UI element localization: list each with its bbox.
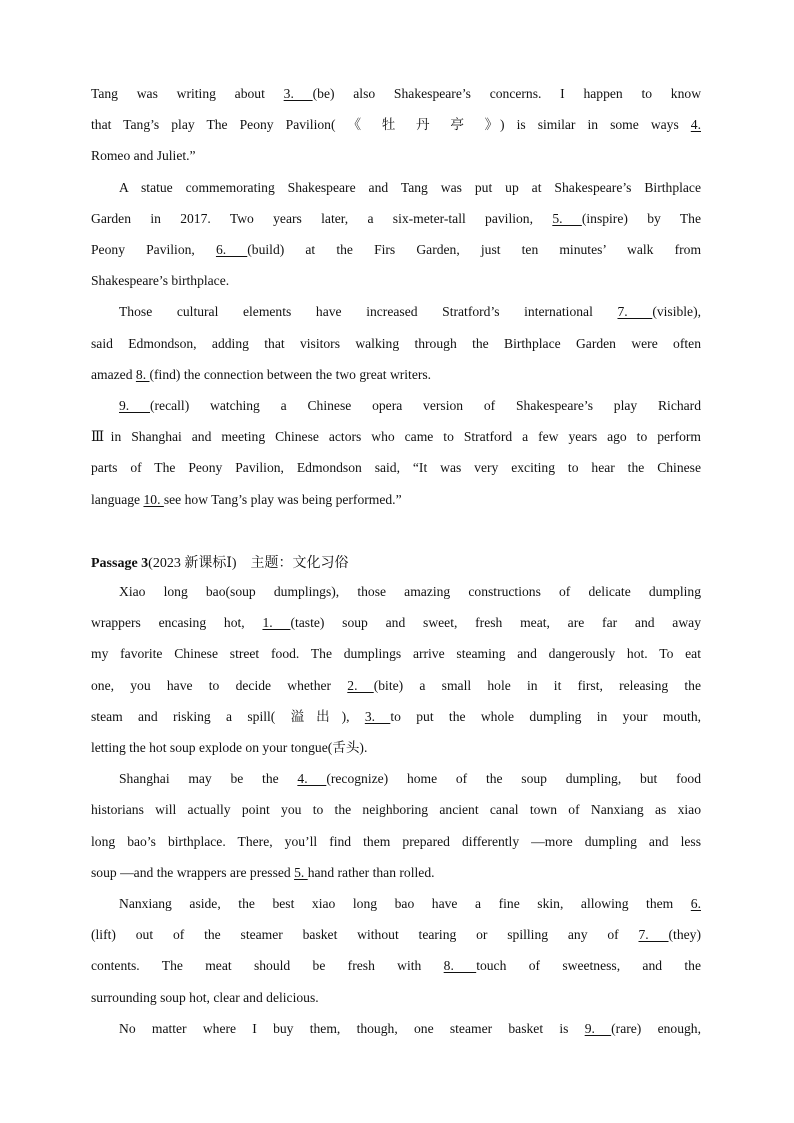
line-text-after-blank: (build) at the Firs Garden, just ten minutes’ walk from: [247, 242, 702, 257]
text-line: [91, 265, 701, 296]
line-text: steam and risking a spill( 溢出),: [91, 708, 365, 724]
line-text-after-blank: (they): [668, 927, 701, 943]
line-text-after-blank: (bite) a small hole in it first, releasing the: [373, 677, 702, 693]
line-text-after-blank: (rare) enough,: [611, 1020, 701, 1036]
line-text: wrappers encasing hot,: [91, 615, 263, 631]
text-line: [91, 203, 701, 234]
answer-blank[interactable]: 4.: [690, 117, 701, 133]
text-line: [91, 638, 701, 669]
answer-blank[interactable]: 5.: [552, 210, 582, 226]
answer-blank[interactable]: 7.: [617, 304, 653, 320]
answer-blank[interactable]: 5.: [294, 864, 308, 880]
text-line: [119, 296, 701, 327]
line-text: my favorite Chinese street food. The dumplings arrive steaming and dangerously hot. To eat: [91, 646, 701, 662]
text-line: [91, 109, 701, 140]
answer-blank[interactable]: 9.: [584, 1020, 612, 1036]
text-line: [91, 794, 701, 825]
answer-blank[interactable]: 8.: [443, 958, 477, 974]
line-text: amazed: [91, 366, 136, 382]
line-text: Those cultural elements have increased Stratford’s international: [119, 304, 618, 320]
line-text-after-blank: (visible),: [652, 304, 702, 320]
line-text: said Edmondson, adding that visitors walking through the Birthplace Garden were often: [91, 335, 701, 351]
text-line: [91, 950, 701, 981]
text-line: [91, 982, 701, 1013]
line-text-after-blank: (inspire) by The: [581, 210, 702, 226]
line-text-after-blank: (find) the connection between the two great writers.: [149, 366, 432, 382]
text-line: [119, 390, 701, 421]
text-line: [119, 576, 701, 607]
answer-blank[interactable]: 9.: [119, 398, 150, 413]
line-text: language: [91, 491, 144, 507]
text-line: [91, 701, 701, 732]
line-text: Xiao long bao(soup dumplings), those amazing constructions of delicate dumpling: [119, 584, 701, 599]
line-text: Tang was writing about: [91, 86, 284, 101]
passage-3-label: Passage 3: [91, 556, 149, 571]
answer-blank[interactable]: 6.: [215, 242, 248, 257]
line-text: parts of The Peony Pavilion, Edmondson said, “It was very exciting to hear the Chinese: [91, 460, 701, 476]
text-line: [91, 919, 701, 950]
line-text: A statue commemorating Shakespeare and Tang was put up at Shakespeare’s Birthplace: [119, 179, 701, 195]
passage-3-source: (2023 新课标Ⅰ): [148, 556, 237, 571]
text-line: [91, 359, 701, 390]
text-line: [91, 421, 701, 452]
text-line: [119, 763, 701, 794]
line-text-after-blank: (recognize) home of the soup dumpling, but food: [326, 771, 701, 787]
line-text: Shanghai may be the: [119, 771, 298, 787]
text-line: [91, 140, 701, 171]
line-text: historians will actually point you to the neighboring ancient canal town of Nanxiang as xiao: [91, 802, 701, 818]
line-text: Nanxiang aside, the best xiao long bao have a fine skin, allowing them: [119, 896, 691, 911]
line-text: soup —and the wrappers are pressed: [91, 864, 295, 880]
text-line: [91, 484, 701, 515]
text-line: [91, 857, 701, 888]
line-text: Romeo and Juliet.”: [91, 148, 196, 164]
text-line: [119, 172, 701, 203]
answer-blank[interactable]: 10.: [143, 491, 164, 507]
text-line: [91, 670, 701, 701]
answer-blank[interactable]: 2.: [347, 677, 374, 693]
line-text: No matter where I buy them, though, one steamer basket is: [119, 1020, 585, 1036]
line-text-after-blank: (be) also Shakespeare’s concerns. I happen to know: [312, 86, 702, 101]
answer-blank[interactable]: 8.: [135, 366, 150, 382]
passage-3-heading: [91, 548, 349, 579]
line-text-after-blank: (taste) soup and sweet, fresh meat, are far and away: [290, 615, 701, 631]
text-line: [91, 328, 701, 359]
text-line: [119, 888, 701, 919]
line-text-after-blank: (recall) watching a Chinese opera version of Shakespeare’s play Richard: [150, 398, 702, 413]
answer-blank[interactable]: 3.: [283, 86, 313, 101]
line-text: that Tang’s play The Peony Pavilion( 《 牡 丹 亭 》) is similar in some ways: [91, 117, 691, 133]
line-text: contents. The meat should be fresh with: [91, 958, 444, 974]
line-text: Garden in 2017. Two years later, a six-meter-tall pavilion,: [91, 210, 553, 226]
line-text: surrounding soup hot, clear and delicious.: [91, 989, 319, 1005]
line-text-after-blank: touch of sweetness, and the: [476, 958, 701, 974]
text-line: [91, 732, 701, 763]
line-text: one, you have to decide whether: [91, 677, 348, 693]
line-text-after-blank: hand rather than rolled.: [307, 864, 435, 880]
passage-3-theme: 主题：文化习俗: [250, 556, 349, 571]
line-text: Ⅲin Shanghai and meeting Chinese actors who came to Stratford a few years ago to perform: [91, 429, 701, 445]
answer-blank[interactable]: 3.: [364, 708, 391, 724]
line-text-after-blank: to put the whole dumpling in your mouth,: [390, 708, 702, 724]
line-text: Shakespeare’s birthplace.: [91, 273, 230, 289]
line-text: long bao’s birthplace. There, you’ll find them prepared differently —more dumpling and less: [91, 833, 701, 849]
line-text-after-blank: see how Tang’s play was being performed.”: [163, 491, 402, 507]
answer-blank[interactable]: 1.: [262, 615, 291, 631]
text-line: [91, 452, 701, 483]
line-text: (lift) out of the steamer basket without tearing or spilling any of: [91, 927, 639, 943]
line-text: Peony Pavilion,: [91, 242, 216, 257]
line-text: letting the hot soup explode on your tongue(舌头).: [91, 740, 368, 755]
text-line: [91, 78, 701, 109]
text-line: [91, 607, 701, 638]
answer-blank[interactable]: 6.: [690, 896, 701, 911]
answer-blank[interactable]: 4.: [297, 771, 327, 787]
text-line: [91, 826, 701, 857]
text-line: [119, 1013, 701, 1044]
answer-blank[interactable]: 7.: [638, 927, 669, 943]
text-line: [91, 234, 701, 265]
